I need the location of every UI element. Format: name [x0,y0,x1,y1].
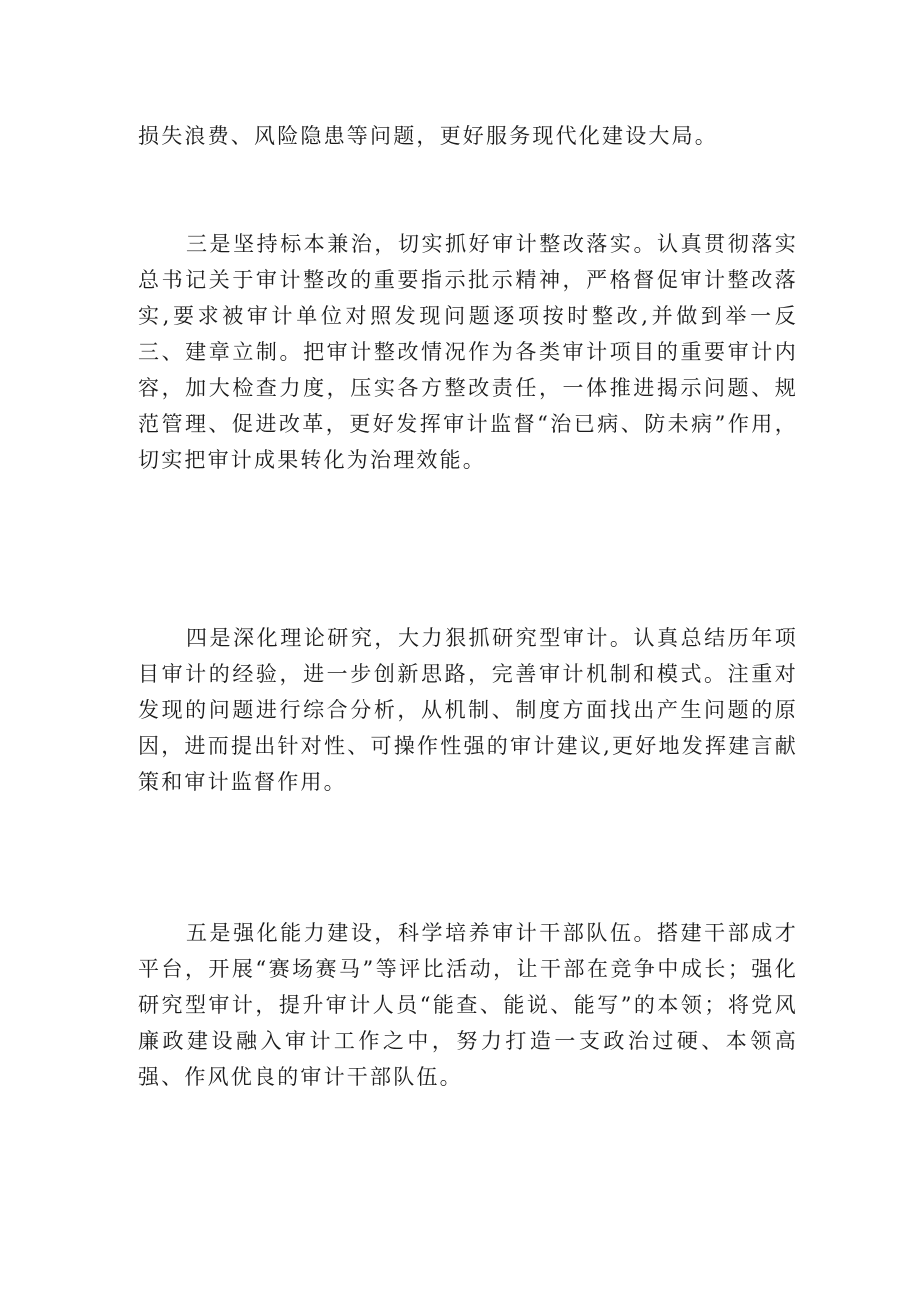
paragraph-continuation: 损失浪费、风险隐患等问题，更好服务现代化建设大局。 [138,124,718,148]
paragraph-audit-rectification: 三是坚持标本兼治，切实抓好审计整改落实。认真贯彻落实总书记关于审计整改的重要指示批示精神，严格督促审计整改落实,要求被审计单位对照发现问题逐项按时整改,并做到举一反三、建章立制。把审计整改情况作为各类审计项目的重要审计内容，加大检查力度，压实各方整改责任，一体推进揭示问题、规范管理、促进改革，更好发挥审计监督“治已病、防未病”作用，切实把审计成果转化为治理效能。 [138,232,798,472]
paragraph-theory-research: 四是深化理论研究，大力狠抓研究型审计。认真总结历年项目审计的经验，进一步创新思路，完善审计机制和模式。注重对发现的问题进行综合分析，从机制、制度方面找出产生问题的原因，进而提出针对性、可操作性强的审计建议,更好地发挥建言献策和审计监督作用。 [138,626,798,794]
paragraph-capability-building: 五是强化能力建设，科学培养审计干部队伍。搭建干部成才平台，开展“赛场赛马”等评比活动，让干部在竞争中成长；强化研究型审计，提升审计人员“能查、能说、能写”的本领；将党风廉政建设融入审计工作之中，努力打造一支政治过硬、本领高强、作风优良的审计干部队伍。 [138,921,798,1089]
